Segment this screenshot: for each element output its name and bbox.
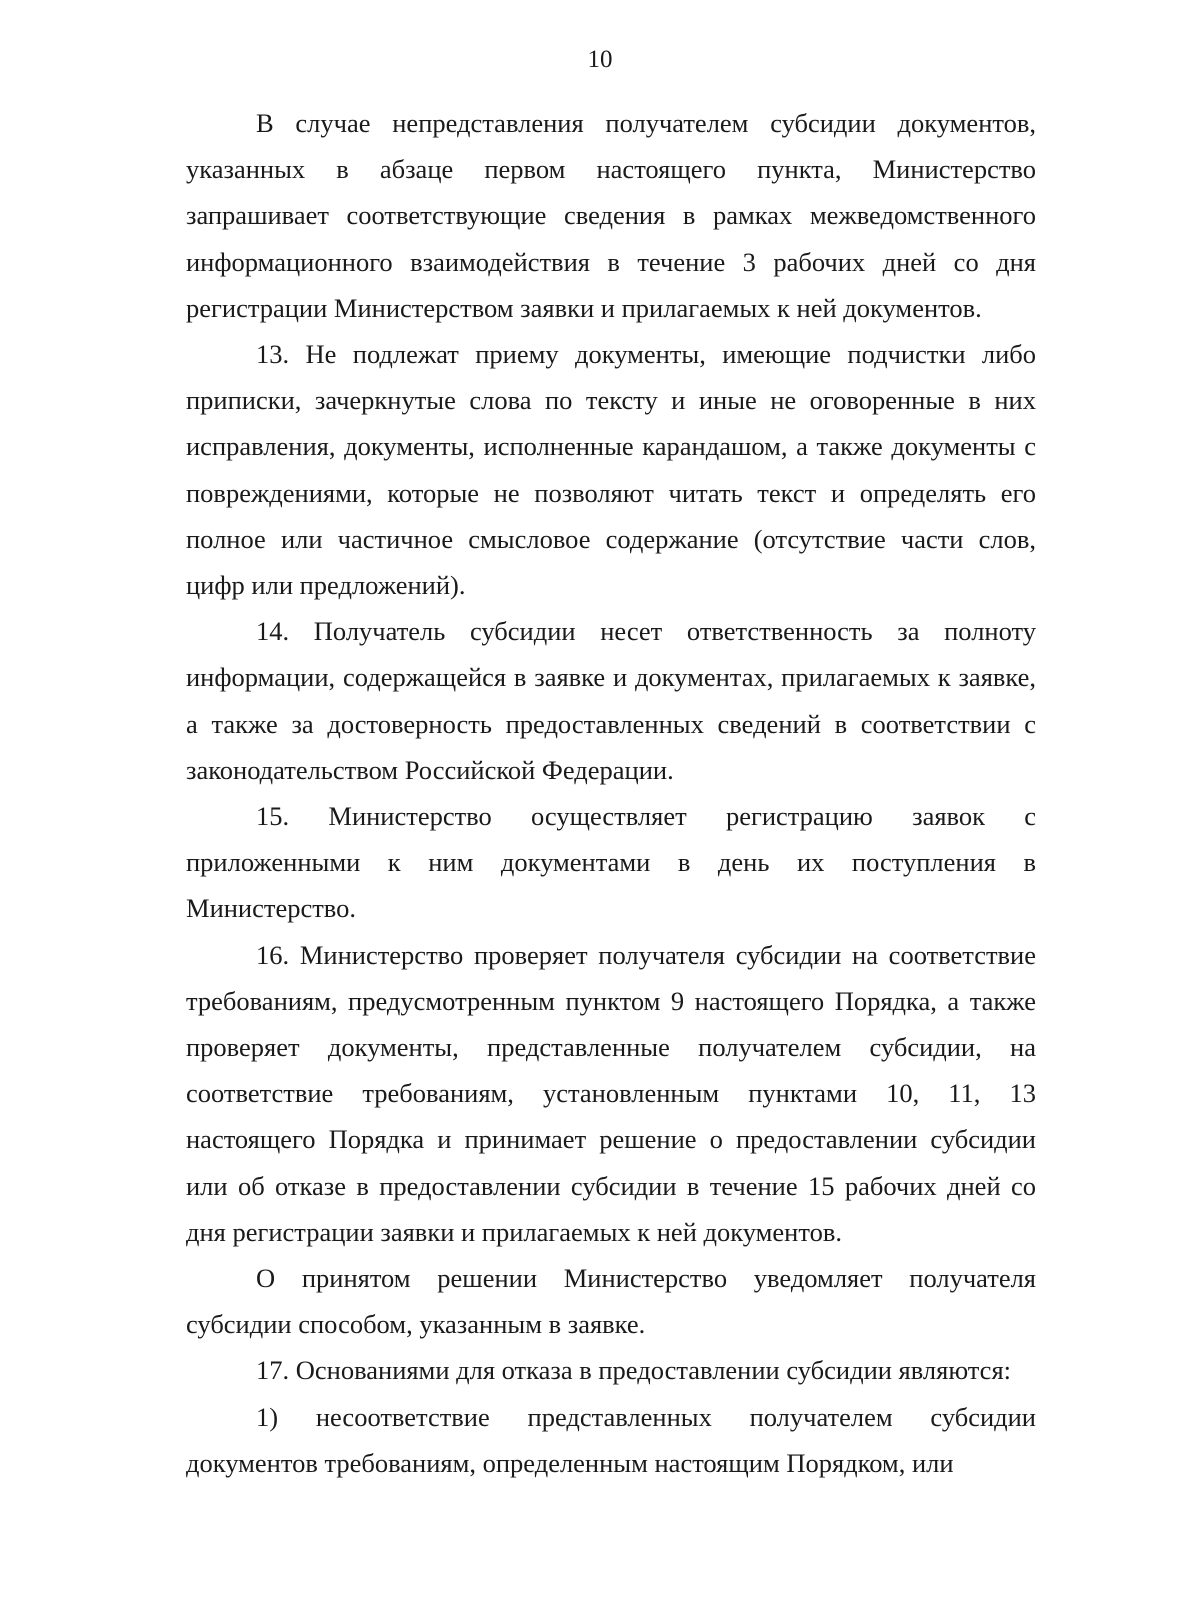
paragraph-15: 15. Министерство осуществляет регистрацию заявок с приложенными к ним документами в день их поступления в Министерство. — [186, 801, 1036, 924]
paragraph-17: 17. Основаниями для отказа в предоставлении субсидии являются: — [256, 1355, 1011, 1386]
page-number: 10 — [587, 46, 613, 73]
paragraph-16: 16. Министерство проверяет получателя субсидии на соответствие требованиям, предусмотренным пунктом 9 настоящего Порядка, а также проверяет документы, представленные получателем субсидии, на соответствие требованиям, установленным пунктами 10, 11, 13 настоящего Порядка и принимает решение о предоставлении субсидии или об отказе в предоставлении субсидии в течение 15 рабочих дней со дня регистрации заявки и прилагаемых к ней документов. — [186, 939, 1036, 1247]
paragraph-14: 14. Получатель субсидии несет ответственность за полноту информации, содержащейся в заявке и документах, прилагаемых к заявке, а также за достоверность предоставленных сведений в соответствии с законодательством Российской Федерации. — [186, 616, 1036, 785]
paragraph-17-item-1: 1) несоответствие представленных получателем субсидии документов требованиям, определенным настоящим Порядком, или — [186, 1401, 1036, 1478]
paragraph-missing-documents: В случае непредставления получателем субсидии документов, указанных в абзаце первом настоящего пункта, Министерство запрашивает соответствующие сведения в рамках межведомственного информационного взаимодействия в течение 3 рабочих дней со дня регистрации Министерством заявки и прилагаемых к ней документов. — [186, 108, 1036, 323]
document-body — [186, 100, 1036, 1486]
paragraph-13: 13. Не подлежат приему документы, имеющие подчистки либо приписки, зачеркнутые слова по тексту и иные не оговоренные в них исправления, документы, исполненные карандашом, а также документы с повреждениями, которые не позволяют читать текст и определять его полное или частичное смысловое содержание (отсутствие части слов, цифр или предложений). — [186, 339, 1036, 601]
paragraph-decision-notice: О принятом решении Министерство уведомляет получателя субсидии способом, указанным в заявке. — [186, 1263, 1036, 1340]
